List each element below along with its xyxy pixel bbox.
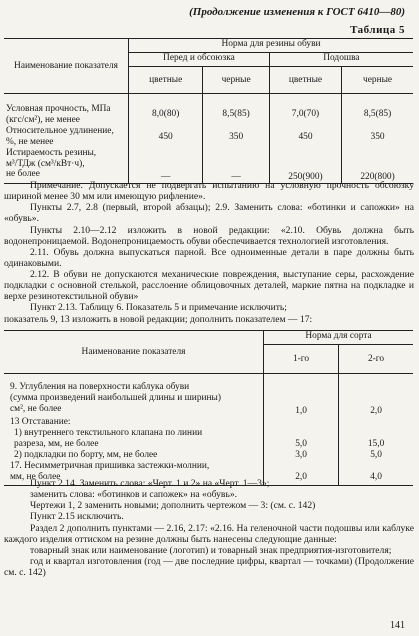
row-label: %, не менее <box>6 136 54 147</box>
sub-header: черные <box>203 67 269 94</box>
row-label: 13 Отставание: <box>4 417 264 428</box>
cell-value: 8,5(85) <box>363 109 392 119</box>
row-label: разреза, мм, не более <box>14 438 99 449</box>
paragraph: Пункт 2.14. Заменить слова: «Черт. 1 и 2» на «Черт. 1—3»; <box>30 478 270 489</box>
row-label: 1) внутреннего текстильного клапана по линии <box>14 427 203 438</box>
table-row <box>4 126 413 148</box>
row-label: мм, не более <box>10 471 61 482</box>
row-label: не более <box>6 169 40 180</box>
table-row <box>4 94 413 126</box>
row-label: Истираемость резины, <box>6 147 97 158</box>
paragraph: показатель 9, 13 изложить в новой редакции; дополнить показателем — 17: <box>4 313 313 325</box>
table-row <box>4 417 413 428</box>
cell-value: — <box>129 148 203 183</box>
row-label: м³/ТДж (см³/кВт·ч), <box>6 158 85 169</box>
name-header: Наименование показателя <box>4 331 264 374</box>
sort-header: 1-го <box>264 345 339 374</box>
paragraph <box>4 556 414 578</box>
cell-value: — <box>203 148 269 183</box>
table-title: Таблица 5 <box>350 24 405 36</box>
cell-value <box>264 417 339 428</box>
paragraph: Примечание. Допускается не подвергать испытанию на условную прочность обсоюзку шириной менее 30 мм или имеющую рифление». <box>4 180 414 203</box>
cell-value: 5,0 <box>264 428 339 450</box>
row-label: 9. Углубления на поверхности каблука обуви <box>10 382 190 392</box>
table-row <box>4 148 413 183</box>
row-label: (кгс/см²), не менее <box>6 114 80 125</box>
cell-value: 15,0 <box>367 438 385 449</box>
row-label: (сумма произведений наибольшей длины и ширины) <box>10 392 221 403</box>
sort-header: 2-го <box>339 345 413 374</box>
cell-value <box>339 417 413 428</box>
cell-value: 450 <box>269 126 341 148</box>
paragraph-text: год и квартал изготовления (год — две последние цифры, квартал — точками) (Продолжение см. с. 142) <box>4 555 414 578</box>
table-6 <box>4 330 413 486</box>
name-header: Наименование показателя <box>4 39 129 94</box>
table-5 <box>4 38 413 184</box>
sub-header: цветные <box>269 67 341 94</box>
paragraph: заменить слова: «ботинков и сапожек» на «обувь». <box>30 489 238 501</box>
cell-value: 5,0 <box>370 449 382 460</box>
paragraph: Пункты 2.10—2.12 изложить в новой редакции: «2.10. Обувь должна быть водонепроницаемой. Водонепроницаемость обуви обеспечивается технологией изготовления. <box>4 224 414 247</box>
page-number: 141 <box>390 620 405 631</box>
cell-value: 2,0 <box>264 461 339 486</box>
paragraph: Чертежи 1, 2 заменить новыми; дополнить чертежом — 3: (см. с. 142) <box>30 500 316 512</box>
row-label: Условная прочность, МПа <box>6 104 111 114</box>
paragraph: 2.12. В обуви не допускаются механические повреждения, выступание серы, расхождение подкладки с основной стелькой, расслоение облицовочных деталей, маркие пятна на подкладке и верхе резинотекстильной обуви» <box>4 269 414 303</box>
cell-value: 220(800) <box>342 148 413 183</box>
norm-header: Норма для сорта <box>264 331 414 345</box>
cell-value: 250(900) <box>269 148 341 183</box>
paragraph: Раздел 2 дополнить пунктами — 2.16, 2.17: «2.16. На геленочной части подошвы или каблуке каждого изделия оттиском на резине должны быть нанесены следующие данные: <box>4 522 414 545</box>
body-text-1 <box>4 180 414 325</box>
paragraph: Пункт 2.13. Таблицу 6. Показатель 5 и примечание исключить; <box>30 302 287 314</box>
cell-value: 3,0 <box>264 450 339 461</box>
paragraph: Пункт 2.15 исключить. <box>30 511 124 523</box>
sub-header: цветные <box>129 67 203 94</box>
row-label: Относительное удлинение, <box>6 125 114 136</box>
cell-value: 7,0(70) <box>269 94 341 126</box>
continuation-header: (Продолжение изменения к ГОСТ 6410—80) <box>189 6 405 18</box>
cell-value: 2,0 <box>370 406 382 416</box>
row-label: 17. Несимметричная пришивка застежки-молнии, <box>10 460 210 471</box>
paragraph: товарный знак или наименование (логотип) и товарный знак предприятия-изготовителя; <box>30 544 392 556</box>
row-label: см², не более <box>10 403 62 414</box>
paragraph: 2.11. Обувь должна выпускаться парной. Все одноименные детали в паре должны быть одинаковыми. <box>4 246 414 269</box>
body-text-2 <box>4 478 414 578</box>
cell-value: 1,0 <box>264 374 339 417</box>
row-label: 2) подкладки по борту, мм, не более <box>4 450 264 461</box>
cell-value: 350 <box>370 131 385 142</box>
table-row <box>4 428 413 450</box>
table-row <box>4 450 413 461</box>
group-sole: Подошва <box>269 53 413 67</box>
cell-value: 450 <box>129 126 203 148</box>
group-front: Перед и обсоюзка <box>129 53 270 67</box>
sub-header: черные <box>342 67 413 94</box>
paragraph: Пункты 2.7, 2.8 (первый, второй абзацы); 2.9. Заменить слова: «ботинки и сапожки» на «обувь». <box>4 202 414 225</box>
norm-header: Норма для резины обуви <box>129 39 414 53</box>
table-row <box>4 374 413 417</box>
cell-value: 4,0 <box>339 461 413 486</box>
cell-value: 350 <box>203 126 269 148</box>
cell-value: 8,5(85) <box>203 94 269 126</box>
cell-value: 8,0(80) <box>129 94 203 126</box>
